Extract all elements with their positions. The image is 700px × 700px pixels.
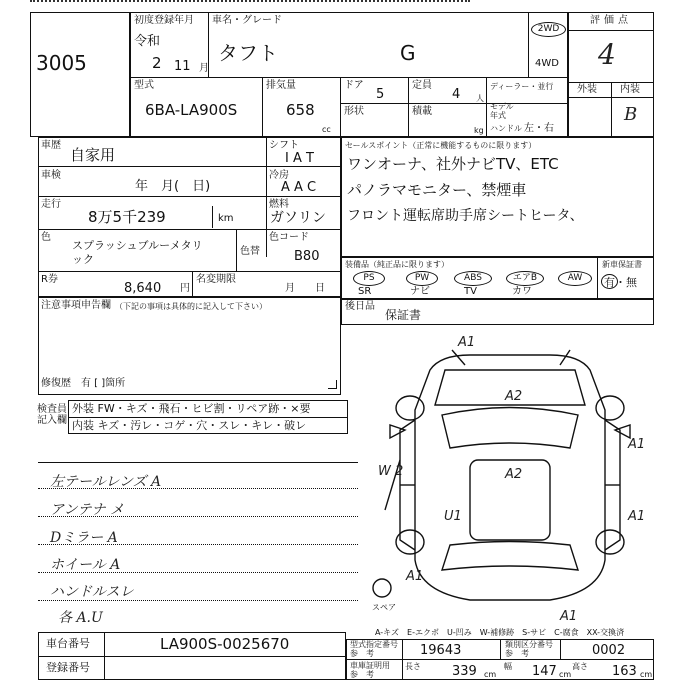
handle-label: ハンドル: [490, 124, 522, 133]
note-6: 各 A.U: [58, 610, 103, 626]
class-label: 類別区分番号 参 考: [505, 640, 553, 658]
drive-2wd: 2WD: [531, 22, 566, 37]
mark-top: A1: [458, 335, 476, 350]
shift-value: I A T: [285, 151, 314, 166]
history-value: 自家用: [70, 146, 116, 164]
note-5: ハンドルスレ: [50, 584, 134, 600]
width-unit: cm: [559, 670, 572, 679]
after-value: 保証書: [385, 308, 422, 322]
header-scribble: [30, 0, 470, 8]
equip-abs: ABS: [454, 271, 492, 286]
note-1: 左テールレンズ A: [50, 474, 162, 490]
displacement-label: 排気量: [266, 80, 296, 91]
mileage-label: 走行: [41, 199, 61, 210]
length-label: 長さ: [405, 662, 421, 671]
class-value: 0002: [592, 643, 626, 658]
color-value-line2: ック: [72, 253, 94, 266]
first-reg-era: 令和: [134, 34, 161, 49]
interior-score-value: B: [624, 104, 638, 125]
equip-tv: TV: [464, 286, 477, 297]
length-unit: cm: [484, 670, 497, 679]
inspection-label: 車検: [41, 170, 61, 181]
capacity-unit: 人: [476, 94, 484, 103]
mark-bottom: A1: [560, 609, 578, 624]
tax-value: 月 日: [285, 283, 325, 294]
fuel-label: 燃料: [269, 199, 289, 210]
handle-value: 左・右: [524, 123, 554, 134]
color-code-value: B80: [294, 249, 320, 264]
capacity-label: 定員: [412, 80, 432, 91]
drive-4wd: 4WD: [535, 58, 559, 69]
ac-value: A A C: [281, 180, 317, 195]
mark-lower-left: A1: [406, 569, 424, 584]
equip-pw: PW: [406, 271, 438, 286]
inspector-label: 検査員 記入欄: [37, 404, 67, 426]
doors-value: 5: [376, 87, 385, 102]
registration-label: 登録番号: [46, 661, 90, 674]
color-label: 色: [41, 232, 51, 243]
mark-width: W 2: [378, 464, 404, 479]
equip-airbag: エアB: [506, 271, 544, 286]
sales-line1: ワンオーナ、社外ナビTV、ETC: [347, 155, 559, 173]
car-name: タフト: [218, 41, 278, 65]
lot-number: 3005: [36, 51, 87, 75]
first-reg-month: 11: [174, 59, 191, 74]
history-label: 車歴: [41, 140, 61, 151]
inspection-value: 年 月( 日): [135, 179, 211, 194]
recycle-value: 8,640: [124, 281, 162, 296]
color-value-line1: スプラッシュブルーメタリ: [72, 239, 203, 252]
width-label: 幅: [504, 662, 512, 671]
height-value: 163: [612, 664, 637, 679]
note-2: アンテナ メ: [50, 502, 124, 518]
score-value: 4: [598, 38, 616, 71]
length-value: 339: [452, 664, 477, 679]
equip-ps: PS: [353, 271, 385, 286]
equipment-label: 装備品（純正品に限ります）: [345, 260, 449, 269]
recycle-label: R券: [41, 274, 58, 285]
exterior-row-label: 外装: [72, 402, 94, 415]
recycle-unit: 円: [180, 283, 190, 294]
interior-row-text: キズ・汚レ・コゲ・穴・スレ・キレ・破レ: [97, 419, 307, 432]
chassis-label: 車台番号: [46, 637, 90, 650]
color-code-label: 色コード: [269, 232, 309, 243]
sales-label: セールスポイント（正常に機能するものに限ります）: [345, 141, 537, 150]
fuel-value: ガソリン: [270, 210, 326, 226]
corner-mark: [328, 380, 337, 389]
exterior-row: [72, 403, 310, 414]
new-car-warranty-value: 有・無: [604, 276, 637, 289]
equip-leather: カワ: [512, 286, 532, 297]
after-label: 後日品: [345, 301, 375, 312]
shape-label: 形状: [344, 106, 364, 117]
type-label: 型式指定番号 参 考: [350, 640, 398, 658]
load-unit: kg: [474, 126, 484, 135]
height-unit: cm: [640, 670, 653, 679]
mileage-value: 8万5千239: [88, 208, 166, 226]
width-value: 147: [532, 664, 557, 679]
sales-line2: パノラマモニター、禁煙車: [347, 181, 527, 199]
interior-row-label: 内装: [72, 419, 94, 432]
model-label: 型式: [134, 80, 154, 91]
dealer-label: ディーラー・並行: [490, 82, 554, 91]
doors-label: ドア: [344, 80, 364, 91]
equip-aw: AW: [558, 271, 592, 286]
dealer-model-label: モデル: [490, 102, 514, 111]
mark-upper: A2: [505, 389, 523, 404]
interior-score-label: 内装: [620, 84, 640, 95]
first-reg-label: 初度登録年月: [134, 15, 194, 26]
dealer-year-label: 年式: [490, 111, 506, 120]
note-4: ホイール A: [50, 557, 121, 573]
capacity-value: 4: [452, 87, 461, 102]
mark-side-right: A1: [628, 437, 646, 452]
equip-navi: ナビ: [410, 286, 430, 297]
shift-label: シフト: [269, 140, 299, 151]
car-damage-diagram: [370, 330, 650, 625]
notes-sub: （下記の事項は具体的に記入して下さい）: [115, 302, 267, 311]
mark-left: U1: [444, 509, 462, 524]
score-label: 評価点: [590, 15, 632, 26]
mileage-unit: km: [218, 213, 234, 224]
displacement-value: 658: [286, 101, 315, 119]
type-value: 19643: [420, 643, 462, 658]
first-reg-year: 2: [152, 54, 162, 72]
sales-line3: フロント運転席助手席シートヒータ、: [347, 208, 584, 224]
chassis-value: LA900S-0025670: [160, 635, 290, 653]
car-grade: G: [400, 41, 416, 65]
interior-row: [72, 420, 306, 431]
color-change-label: 色替: [240, 246, 260, 257]
mark-mid: A2: [505, 467, 523, 482]
mark-right-lower: A1: [628, 509, 646, 524]
new-car-warranty-label: 新車保証書: [602, 260, 642, 269]
displacement-unit: cc: [322, 125, 331, 134]
load-label: 積載: [412, 106, 432, 117]
ac-label: 冷房: [269, 170, 289, 181]
equip-sr: SR: [358, 286, 372, 297]
exterior-row-text: FW・キズ・飛石・ヒビ割・リペア跡・×要: [97, 402, 311, 415]
spare-label: スペア: [372, 603, 396, 612]
note-3: Dミラー A: [50, 530, 118, 546]
cert-label: 車庫証明用 参 考: [350, 661, 390, 679]
model-value: 6BA-LA900S: [145, 101, 238, 119]
warranty-yes-circle: [601, 274, 618, 289]
repair-history: 修復歴 有 [ ]箇所: [41, 378, 126, 389]
first-reg-month-unit: 月: [199, 63, 209, 74]
exterior-score-label: 外装: [577, 84, 597, 95]
damage-legend: A-キズ E-エクボ U-凹み W-補修跡 S-サビ C-腐食 XX-交換済: [375, 628, 625, 637]
height-label: 高さ: [572, 662, 588, 671]
car-name-label: 車名・グレード: [212, 15, 282, 26]
notes-label: 注意事項申告欄: [41, 300, 111, 311]
tax-label: 名変期限: [196, 274, 236, 285]
